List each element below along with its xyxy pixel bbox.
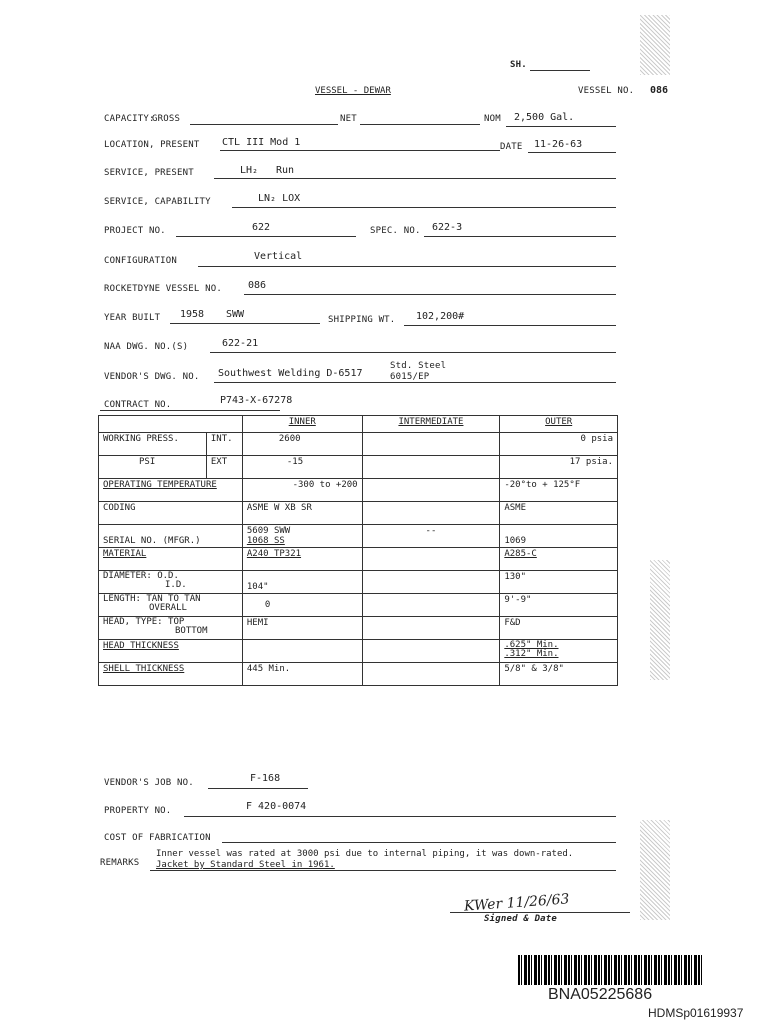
int-inner: 2600 (242, 433, 362, 456)
remarks-line-1: Inner vessel was rated at 3000 psi due to internal piping, it was down-rated. (156, 849, 574, 859)
net-line (360, 124, 480, 125)
header-blank-cell (99, 416, 243, 433)
head-type-outer: F&D (500, 617, 618, 640)
cost-label: COST OF FABRICATION (104, 833, 211, 843)
table-row (99, 479, 618, 502)
location-line (220, 150, 500, 151)
table-row (99, 525, 618, 548)
shell-thick-outer: 5/8" & 3/8" (500, 663, 618, 686)
service-capability-label: SERVICE, CAPABILITY (104, 197, 211, 207)
head-thick-label: HEAD THICKNESS (99, 640, 243, 663)
serial-outer: 1069 (500, 525, 618, 548)
shipping-value: 102,200# (416, 311, 465, 322)
spec-label: SPEC. NO. (370, 226, 421, 236)
length-text: LENGTH: (103, 594, 141, 604)
head-thick-outer (500, 640, 618, 663)
nom-value: 2,500 Gal. (514, 112, 575, 123)
diameter-label (99, 571, 243, 594)
table-row (99, 456, 618, 479)
head-type-label (99, 617, 243, 640)
form-title: VESSEL - DEWAR (315, 86, 391, 96)
table-row (99, 594, 618, 617)
location-label: LOCATION, PRESENT (104, 140, 200, 150)
project-label: PROJECT NO. (104, 226, 166, 236)
signed-label: Signed & Date (484, 914, 558, 924)
service-capability-line (232, 207, 616, 208)
int-outer: 0 psia (500, 433, 618, 456)
head-type-intermediate (362, 617, 500, 640)
signature-line (450, 912, 630, 913)
nom-line (506, 126, 616, 127)
table-row (99, 502, 618, 525)
sheet-line (530, 70, 590, 71)
service-present-value: LH₂ (240, 165, 259, 176)
property-label: PROPERTY NO. (104, 806, 172, 816)
length-intermediate (362, 594, 500, 617)
header-inner: INNER (242, 416, 362, 433)
service-capability-value: LN₂ LOX (258, 193, 301, 204)
date-line (528, 152, 616, 153)
serial-intermediate: -- (362, 525, 500, 548)
scan-noise (640, 820, 670, 920)
table-row (99, 663, 618, 686)
header-intermediate: INTERMEDIATE (362, 416, 500, 433)
ext-label: EXT (206, 456, 242, 479)
vendor-job-value: F-168 (250, 773, 281, 784)
head-thick-intermediate (362, 640, 500, 663)
sheet-label: SH. (510, 60, 527, 70)
spec-line (424, 236, 616, 237)
shell-thick-intermediate (362, 663, 500, 686)
head-thick-outer-1: .625" Min. (504, 640, 559, 650)
vendor-job-line (208, 788, 308, 789)
table-row (99, 571, 618, 594)
scan-noise (650, 560, 670, 680)
date-label: DATE (500, 142, 523, 152)
header-outer: OUTER (500, 416, 618, 433)
material-outer: A285-C (500, 548, 618, 571)
vendor-dwg-label: VENDOR'S DWG. NO. (104, 372, 200, 382)
op-temp-outer: -20°to + 125°F (500, 479, 618, 502)
material-inner: A240 TP321 (242, 548, 362, 571)
ext-outer: 17 psia. (500, 456, 618, 479)
property-line (184, 816, 616, 817)
nom-label: NOM (484, 114, 501, 124)
vendor-dwg-value: Southwest Welding D-6517 (218, 368, 363, 379)
project-value: 622 (252, 222, 271, 233)
configuration-value: Vertical (254, 251, 303, 262)
head-type-inner: HEMI (242, 617, 362, 640)
rocketdyne-value: 086 (248, 280, 267, 291)
head-type-text: HEAD, TYPE: (103, 617, 163, 627)
ext-inner: -15 (242, 456, 362, 479)
naa-label: NAA DWG. NO.(S) (104, 342, 189, 352)
service-present-extra: Run (276, 165, 295, 176)
op-temp-intermediate (362, 479, 500, 502)
spec-value: 622-3 (432, 222, 463, 233)
barcode-code: BNA05225686 (548, 986, 653, 1003)
date-value: 11-26-63 (534, 139, 583, 150)
scan-noise (640, 15, 670, 75)
top-label: TOP (168, 617, 185, 627)
year-label: YEAR BUILT (104, 313, 161, 323)
barcode-image (518, 955, 704, 985)
rocketdyne-line (244, 294, 616, 295)
shell-thick-inner: 445 Min. (242, 663, 362, 686)
gross-line (190, 124, 338, 125)
length-inner: 0 (242, 594, 362, 617)
shipping-line (404, 325, 616, 326)
doc-id: HDMSp01619937 (648, 1006, 744, 1020)
material-label: MATERIAL (99, 548, 243, 571)
int-label: INT. (206, 433, 242, 456)
vendor-dwg-extra1: Std. Steel (390, 361, 447, 371)
table-header-row (99, 416, 618, 433)
coding-intermediate (362, 502, 500, 525)
net-label: NET (340, 114, 357, 124)
property-value: F 420-0074 (246, 801, 307, 812)
diameter-outer: 130" (500, 571, 618, 594)
naa-value: 622-21 (222, 338, 259, 349)
signature: KWer 11/26/63 (463, 891, 570, 915)
working-press-label: WORKING PRESS. (99, 433, 207, 456)
capacity-label: CAPACITY: (104, 114, 155, 124)
year-value: 1958 (180, 309, 205, 320)
diameter-intermediate (362, 571, 500, 594)
head-thick-inner (242, 640, 362, 663)
year-line (170, 323, 320, 324)
op-temp-label: OPERATING TEMPERATURE (99, 479, 243, 502)
configuration-line (198, 266, 616, 267)
material-intermediate (362, 548, 500, 571)
op-temp-inner: -300 to +200 (242, 479, 362, 502)
service-present-line (214, 178, 616, 179)
table-row (99, 617, 618, 640)
coding-inner: ASME W XB SR (242, 502, 362, 525)
table-row (99, 548, 618, 571)
remarks-label: REMARKS (100, 858, 140, 868)
bottom-label: BOTTOM (175, 626, 208, 636)
gross-label: GROSS (152, 114, 181, 124)
serial-inner-1: 5609 SWW (246, 526, 291, 536)
remarks-line-2: Jacket by Standard Steel in 1961. (156, 860, 335, 870)
service-present-label: SERVICE, PRESENT (104, 168, 194, 178)
remarks-line (150, 870, 616, 871)
shipping-label: SHIPPING WT. (328, 315, 396, 325)
configuration-label: CONFIGURATION (104, 256, 178, 266)
vessel-no-value: 086 (650, 85, 669, 96)
ext-intermediate (362, 456, 500, 479)
naa-line (210, 352, 616, 353)
serial-inner-2: 1068 SS (246, 536, 285, 546)
overall-label: OVERALL (149, 603, 187, 613)
length-outer: 9'-9" (500, 594, 618, 617)
serial-label: SERIAL NO. (MFGR.) (99, 525, 243, 548)
specs-table (98, 415, 618, 686)
head-thick-outer-2: .312" Min. (504, 649, 559, 659)
vendor-dwg-extra2: 6015/EP (390, 372, 430, 382)
vendor-job-label: VENDOR'S JOB NO. (104, 778, 194, 788)
vessel-no-label: VESSEL NO. (578, 86, 635, 96)
year-extra: SWW (226, 309, 245, 320)
location-value: CTL III Mod 1 (222, 137, 301, 148)
table-row (99, 640, 618, 663)
psi-label: PSI (99, 456, 207, 479)
cost-line (222, 842, 616, 843)
contract-line (100, 410, 280, 411)
contract-value: P743-X-67278 (220, 395, 293, 406)
rocketdyne-label: ROCKETDYNE VESSEL NO. (104, 284, 222, 294)
length-label (99, 594, 243, 617)
diameter-inner: 104" (242, 571, 362, 594)
shell-thick-label: SHELL THICKNESS (99, 663, 243, 686)
serial-inner (242, 525, 362, 548)
od-label: O.D. (157, 571, 179, 581)
tan-label: TAN TO TAN (146, 594, 201, 604)
contract-label: CONTRACT NO. (104, 400, 172, 410)
id-label: I.D. (165, 580, 187, 590)
int-intermediate (362, 433, 500, 456)
coding-label: CODING (99, 502, 243, 525)
coding-outer: ASME (500, 502, 618, 525)
diameter-text: DIAMETER: (103, 571, 152, 581)
table-row (99, 433, 618, 456)
vendor-dwg-line (214, 382, 616, 383)
project-line (176, 236, 356, 237)
